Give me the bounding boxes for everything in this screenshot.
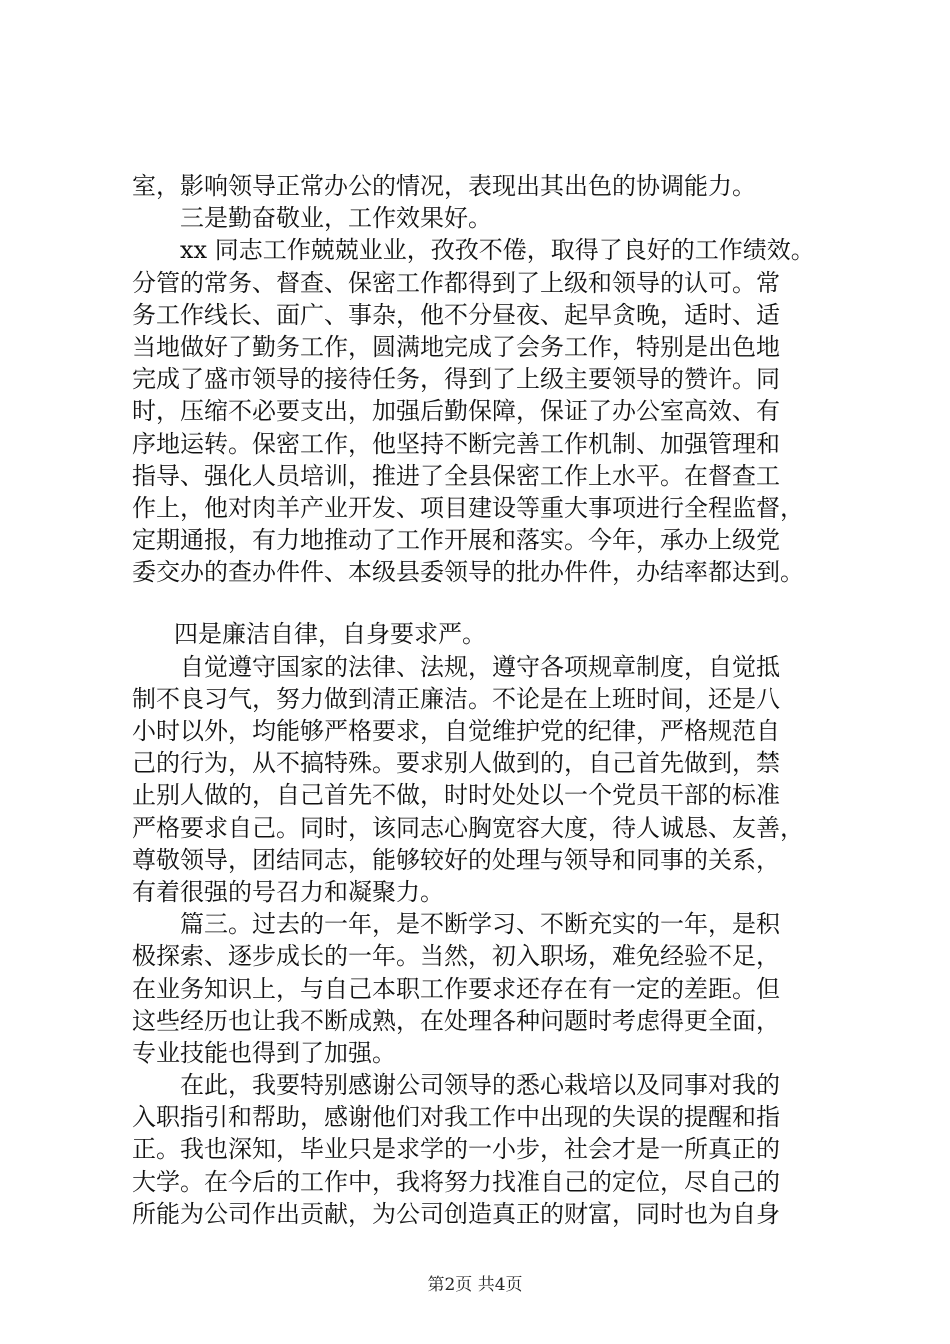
section-heading: 三是勤奋敬业，工作效果好。 bbox=[180, 204, 492, 233]
section-heading: 四是廉洁自律，自身要求严。 bbox=[174, 620, 486, 649]
text-line: xx 同志工作兢兢业业，孜孜不倦，取得了良好的工作绩效。 bbox=[180, 236, 815, 265]
text-line: 所能为公司作出贡献，为公司创造真正的财富，同时也为自身 bbox=[132, 1199, 780, 1228]
text-line: 指导、强化人员培训，推进了全县保密工作上水平。在督查工 bbox=[132, 461, 780, 490]
document-body bbox=[132, 170, 852, 1230]
text-line: 有着很强的号召力和凝聚力。 bbox=[132, 877, 444, 906]
paragraph-gap bbox=[132, 588, 852, 618]
text-line: 尊敬领导，团结同志，能够较好的处理与领导和同事的关系， bbox=[132, 845, 780, 874]
page-indicator: 第2页 共4页 bbox=[427, 1275, 523, 1295]
text-line: 自觉遵守国家的法律、法规，遵守各项规章制度，自觉抵 bbox=[180, 652, 780, 681]
text-line: 制不良习气，努力做到清正廉洁。不论是在上班时间，还是八 bbox=[132, 684, 780, 713]
text-line: 完成了盛市领导的接待任务，得到了上级主要领导的赞许。同 bbox=[132, 365, 780, 394]
page-footer bbox=[0, 1274, 950, 1296]
text-line: 作上，他对肉羊产业开发、项目建设等重大事项进行全程监督， bbox=[132, 493, 804, 522]
text-line: 小时以外，均能够严格要求，自觉维护党的纪律，严格规范自 bbox=[132, 717, 780, 745]
text-line: 入职指引和帮助，感谢他们对我工作中出现的失误的提醒和指 bbox=[132, 1103, 780, 1132]
text-line: 止别人做的，自己首先不做，时时处处以一个党员干部的标准 bbox=[132, 781, 780, 810]
text-line: 委交办的查办件件、本级县委领导的批办件件，办结率都达到。 bbox=[132, 558, 804, 587]
text-line: 严格要求自己。同时，该同志心胸宽容大度，待人诚恳、友善， bbox=[132, 813, 804, 842]
text-line: 务工作线长、面广、事杂，他不分昼夜、起早贪晚，适时、适 bbox=[132, 300, 780, 329]
text-line: 序地运转。保密工作，他坚持不断完善工作机制、加强管理和 bbox=[132, 429, 780, 458]
text-line: 篇三。过去的一年，是不断学习、不断充实的一年，是积 bbox=[180, 910, 780, 939]
text-line: 大学。在今后的工作中，我将努力找准自己的定位，尽自己的 bbox=[132, 1167, 780, 1196]
text-line: 定期通报，有力地推动了工作开展和落实。今年，承办上级党 bbox=[132, 526, 780, 555]
text-line: 在业务知识上，与自己本职工作要求还存在有一定的差距。但 bbox=[132, 974, 780, 1003]
text-line: 极探索、逐步成长的一年。当然，初入职场，难免经验不足， bbox=[132, 942, 780, 971]
text-line: 己的行为，从不搞特殊。要求别人做到的，自己首先做到，禁 bbox=[132, 749, 780, 778]
text-line: 这些经历也让我不断成熟，在处理各种问题时考虑得更全面， bbox=[132, 1006, 780, 1035]
text-line: 室，影响领导正常办公的情况，表现出其出色的协调能力。 bbox=[132, 172, 756, 200]
text-line: 正。我也深知，毕业只是求学的一小步，社会才是一所真正的 bbox=[132, 1135, 780, 1164]
text-line: 在此，我要特别感谢公司领导的悉心栽培以及同事对我的 bbox=[180, 1071, 780, 1100]
text-line: 时，压缩不必要支出，加强后勤保障，保证了办公室高效、有 bbox=[132, 397, 780, 426]
text-line: 分管的常务、督查、保密工作都得到了上级和领导的认可。常 bbox=[132, 268, 780, 297]
text-line: 当地做好了勤务工作，圆满地完成了会务工作，特别是出色地 bbox=[132, 332, 780, 361]
text-line: 专业技能也得到了加强。 bbox=[132, 1038, 396, 1067]
